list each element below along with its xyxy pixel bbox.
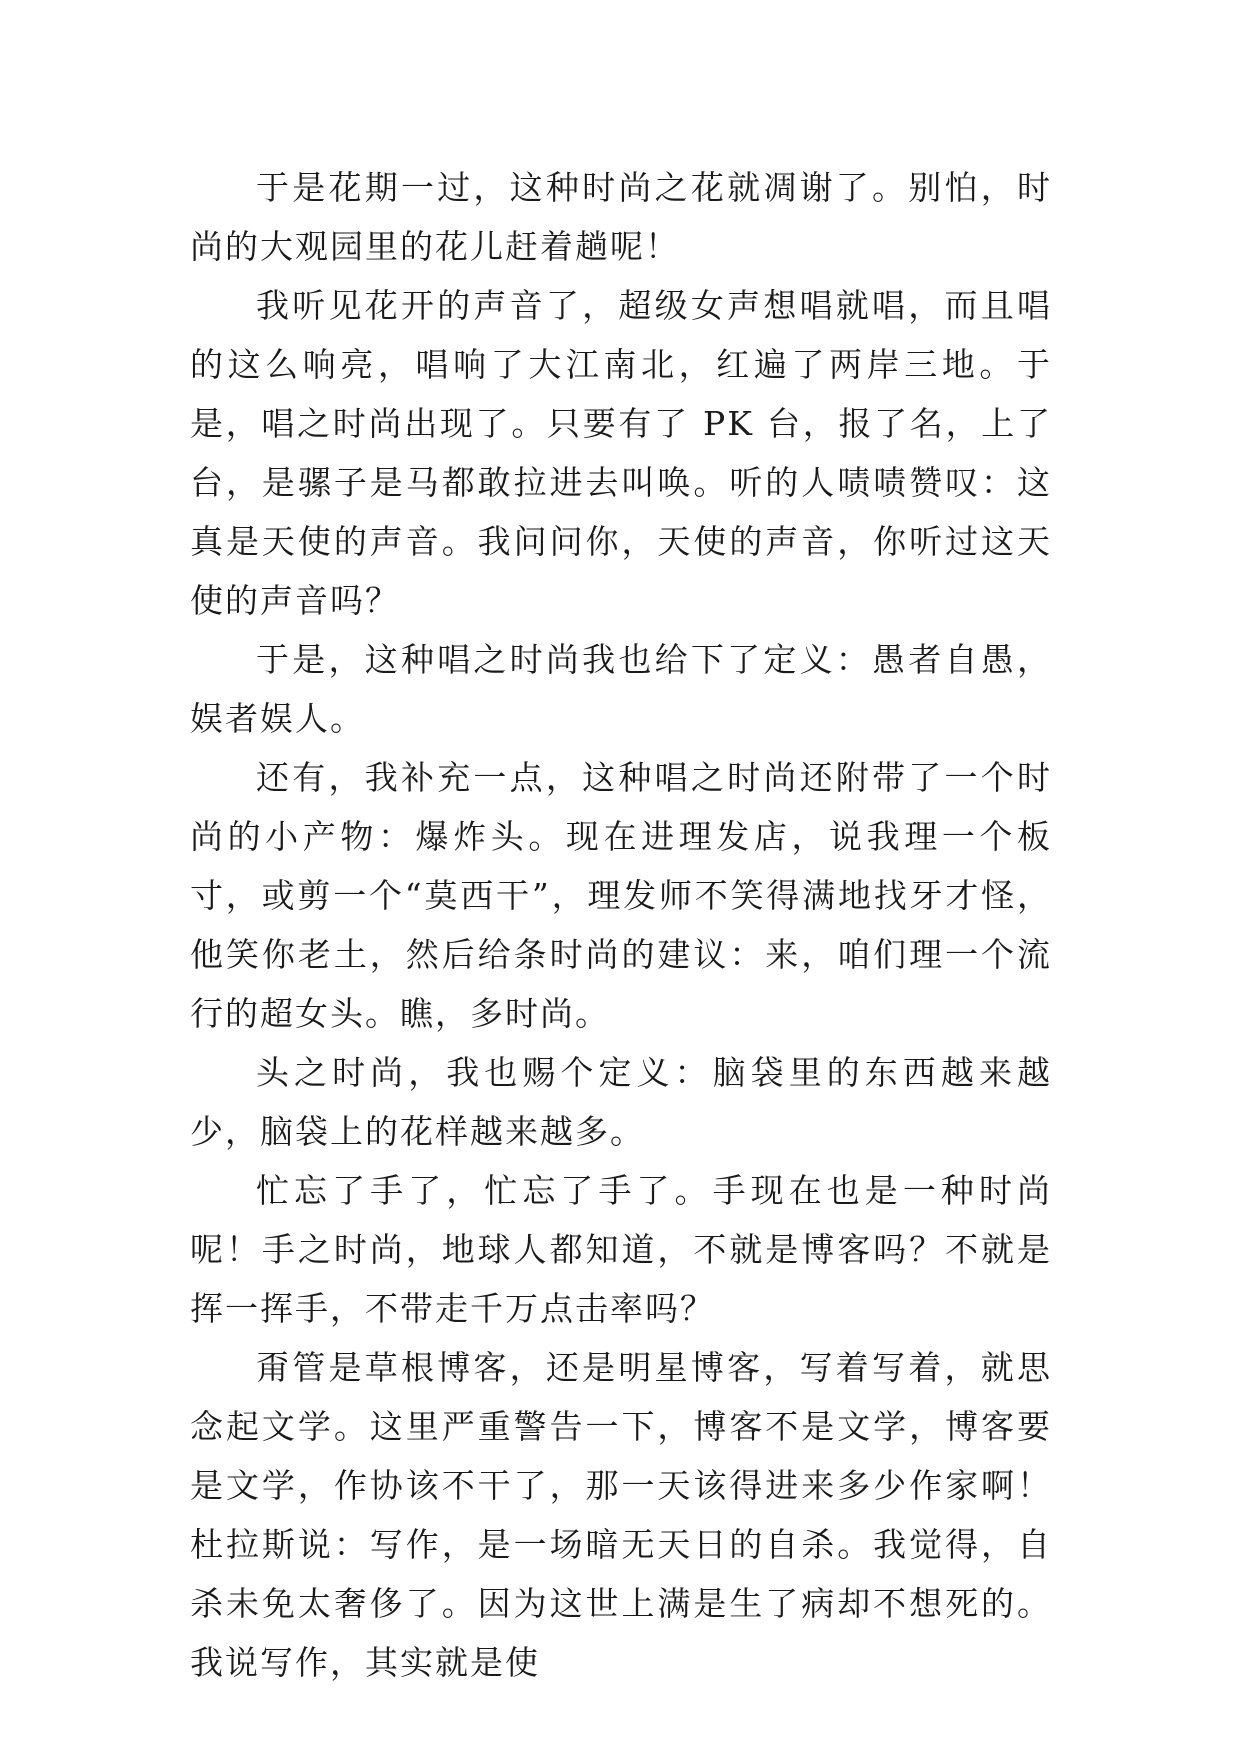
document-body [190,158,1052,1692]
paragraph-6: 忙忘了手了，忙忘了手了。手现在也是一种时尚呢！手之时尚，地球人都知道，不就是博客吗？不就是挥一挥手，不带走千万点击率吗？ [190,1171,1052,1328]
paragraph-2: 我听见花开的声音了，超级女声想唱就唱，而且唱的这么响亮，唱响了大江南北，红遍了两岸三地。于是，唱之时尚出现了。只要有了 PK 台，报了名，上了台，是骡子是马都敢拉进去叫唤。听的人啧啧赞叹：这真是天使的声音。我问问你，天使的声音，你听过这天使的声音吗？ [190,286,1052,620]
paragraph-1: 于是花期一过，这种时尚之花就凋谢了。别怕，时尚的大观园里的花儿赶着趟呢！ [190,168,1052,266]
paragraph-7: 甭管是草根博客，还是明星博客，写着写着，就思念起文学。这里严重警告一下，博客不是文学，博客要是文学，作协该不干了，那一天该得进来多少作家啊！杜拉斯说：写作，是一场暗无天日的自杀。我觉得，自杀未免太奢侈了。因为这世上满是生了病却不想死的。我说写作，其实就是使 [190,1348,1052,1682]
paragraph-4: 还有，我补充一点，这种唱之时尚还附带了一个时尚的小产物：爆炸头。现在进理发店，说我理一个板寸，或剪一个“莫西干”，理发师不笑得满地找牙才怪，他笑你老土，然后给条时尚的建议：来，咱们理一个流行的超女头。瞧，多时尚。 [190,758,1052,1033]
paragraph-5: 头之时尚，我也赐个定义：脑袋里的东西越来越少，脑袋上的花样越来越多。 [190,1053,1052,1151]
paragraph-3: 于是，这种唱之时尚我也给下了定义：愚者自愚，娱者娱人。 [190,640,1052,738]
